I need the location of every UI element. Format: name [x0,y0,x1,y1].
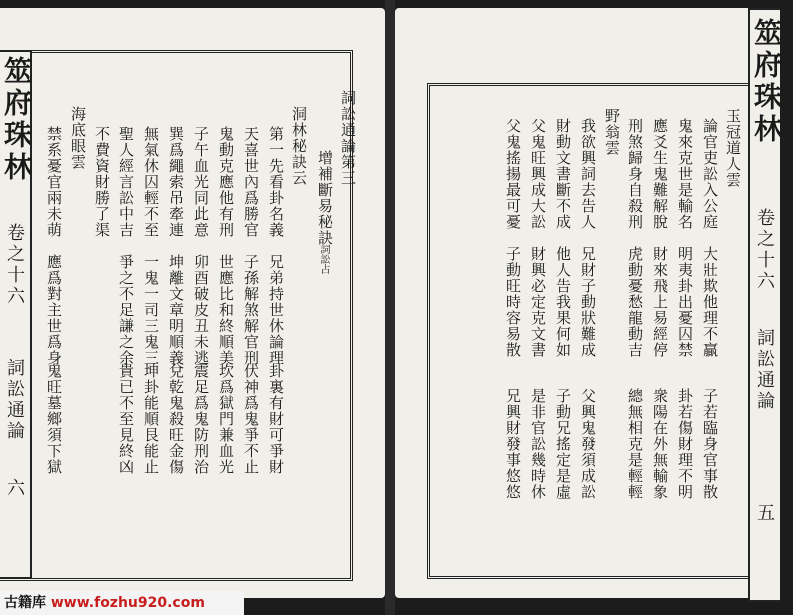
left-col-17: 震足爲鬼防刑治 [192,363,210,475]
right-col-7: 我欲興詞去告人 兄財子動狀難成 [579,118,597,358]
left-spine-volume: 卷之十六 [4,223,25,307]
left-page [0,8,385,598]
left-spine-chapter: 詞訟通論 [4,358,25,442]
left-col-10: 聖人經言訟中吉 爭之不足謙之余 [117,126,135,366]
right-col-9: 父鬼旺興成大訟 財興必定克文書 [529,118,547,358]
left-col-19: 坤卦能順艮能止 [142,363,160,475]
watermark-url: www.fozhu920.com [50,595,205,611]
left-col-9: 無氣休囚輕不至 一鬼一司三鬼三 [142,126,160,366]
right-col-3: 鬼來克世是輸名 明夷卦出憂囚禁 [676,118,694,358]
right-col-5: 刑煞歸身自殺刑 虎動憂愁龍動吉 [626,118,644,358]
right-col-11: 子若臨身官事散 [701,388,719,500]
left-col-4: 第一先看卦名義 兄弟持世休論理 [267,126,285,366]
watermark-site: 古籍库 [4,595,46,611]
right-col-18: 兄興財發事悠悠 [504,388,522,500]
left-col-2-note: 詞訟占 [318,244,329,274]
right-page [395,8,783,598]
left-spine-title: 筮府珠林 [0,56,33,184]
left-col-12: 海底眼雲 [69,106,87,170]
right-col-14: 總無相克是輕輕 [626,388,644,500]
right-col-16: 子動兄搖定是虛 [554,388,572,500]
right-spine-leaf: 五 [754,503,775,524]
left-spine-leaf: 六 [4,478,25,499]
right-col-2: 論官吏訟入公庭 大壯欺他理不贏 [701,118,719,358]
left-col-5: 天喜世內爲勝官 子孫解煞解官刑 [242,126,260,366]
right-col-17: 是非官訟幾時休 [529,388,547,500]
left-col-2: 增補斷易秘訣 [316,150,334,246]
right-col-15: 父興鬼發須成訟 [579,388,597,500]
left-col-1: 詞訟通論第三 [339,90,357,186]
left-col-7: 子午血光同此意 卯酉破皮丑未逃 [192,126,210,366]
left-col-6: 鬼動克應他有刑 世應比和終順美 [217,126,235,366]
left-col-14: 卦裏有財可爭財 [267,363,285,475]
right-spine-volume: 卷之十六 [754,208,775,292]
right-spine-title: 筮府珠林 [750,18,783,146]
right-col-4: 應爻生鬼難解脫 財來飛上易經停 [651,118,669,358]
right-col-8: 財動文書斷不成 他人告我果何如 [554,118,572,358]
site-watermark [0,591,244,615]
left-col-15: 伏神爲鬼爭不止 [242,363,260,475]
left-col-20: 貴已不至見終凶 [117,363,135,475]
book-gutter [385,0,395,615]
left-col-21: 鬼旺墓鄉須下獄 [45,363,63,475]
left-col-16: 坎爲獄門兼血光 [217,363,235,475]
right-col-1: 玉冠道人雲 [724,108,742,188]
right-col-10: 父鬼搖揚最可憂 子動旺時容易散 [504,118,522,358]
left-col-3: 洞林秘訣云 [290,106,308,186]
right-spine-chapter: 詞訟通論 [754,328,775,412]
right-col-12: 卦若傷財理不明 [676,388,694,500]
right-col-13: 衆陽在外無輸象 [651,388,669,500]
left-col-8: 巽爲繩索吊牽連 坤離文章明順義 [167,126,185,366]
right-col-6: 野翁雲 [603,108,621,156]
left-col-11: 不費資財勝了渠 [93,126,111,238]
left-col-18: 兌乾鬼殺旺金傷 [167,363,185,475]
left-col-13: 禁系憂官兩未萌 應爲對主世爲身 [45,126,63,366]
